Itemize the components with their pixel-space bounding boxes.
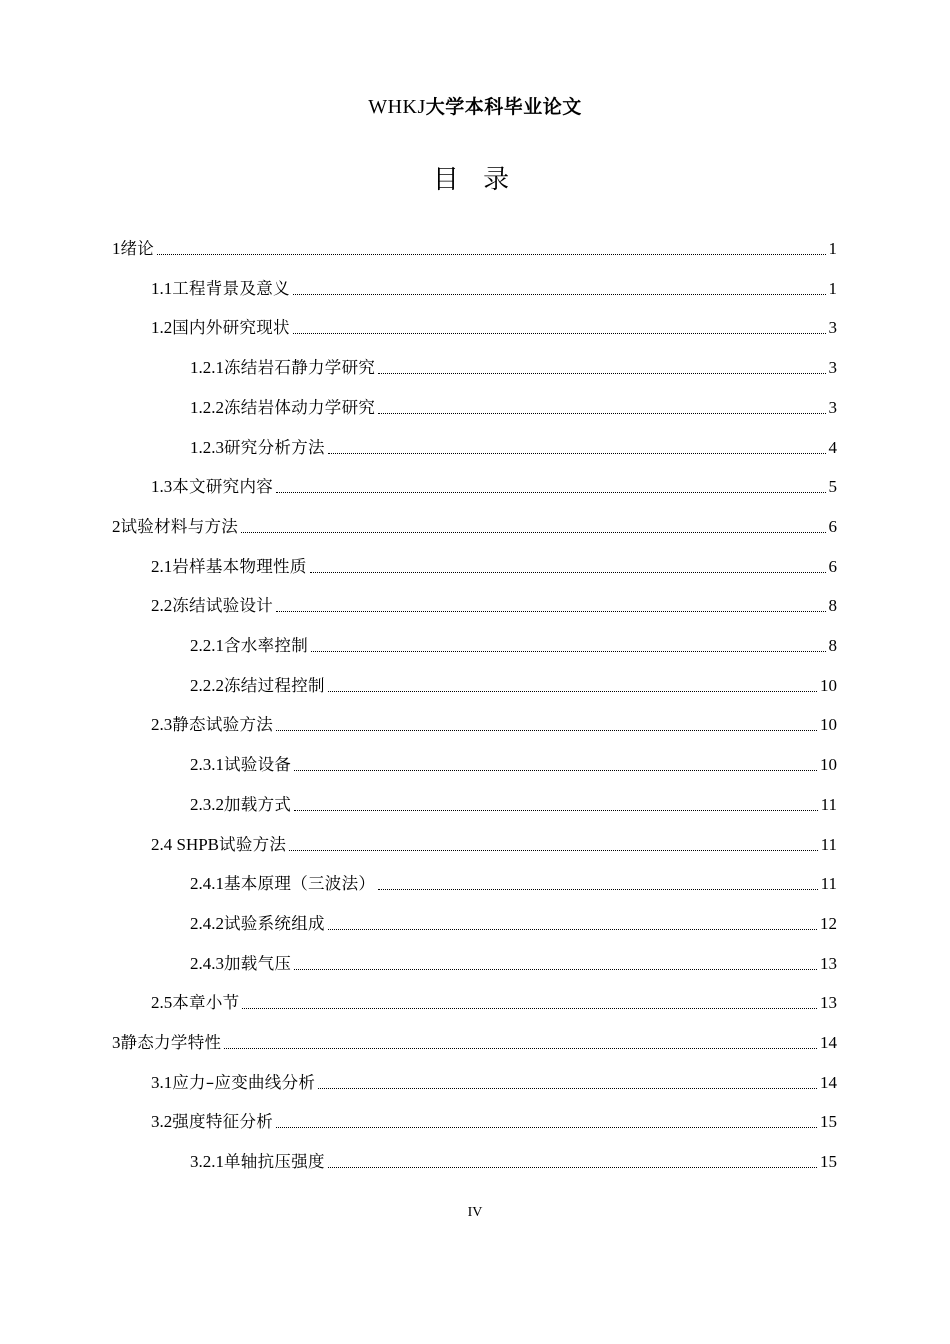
toc-entry-label: 试验设备 — [224, 755, 292, 775]
toc-entry[interactable] — [190, 949, 837, 975]
toc-entry-page: 3 — [828, 397, 837, 417]
toc-entry-page: 15 — [820, 1152, 837, 1172]
toc-entry-label: 国内外研究现状 — [172, 318, 290, 338]
toc-entry-number: 2.2 — [151, 596, 173, 616]
toc-dot-leader — [276, 1127, 817, 1128]
toc-entry-label: 应力–应变曲线分析 — [172, 1072, 316, 1092]
toc-entry-number: 2.4.2 — [190, 913, 224, 933]
toc-entry-page: 14 — [820, 1033, 837, 1052]
toc-dot-leader — [242, 1008, 817, 1009]
toc-entry-label: 工程背景及意义 — [172, 278, 290, 298]
toc-entry-label: 试验系统组成 — [224, 913, 325, 933]
toc-entry-label: 冻结岩石静力学研究 — [224, 358, 376, 378]
toc-entry[interactable] — [190, 433, 837, 459]
toc-entry-label: 单轴抗压强度 — [224, 1152, 325, 1172]
toc-entry-label: 本章小节 — [172, 993, 240, 1013]
page-number: IV — [467, 1205, 483, 1220]
toc-dot-leader — [311, 651, 826, 652]
toc-dot-leader — [294, 810, 817, 811]
toc-entry[interactable] — [151, 313, 837, 339]
toc-entry-label: 试验方法 — [219, 834, 287, 854]
toc-entry[interactable] — [190, 671, 837, 697]
toc-entry-label: 强度特征分析 — [172, 1112, 274, 1132]
toc-entry-number: 2 — [112, 516, 121, 536]
toc-entry-page: 1 — [828, 239, 837, 258]
toc-entry[interactable] — [151, 1107, 837, 1133]
toc-entry-label: 绪论 — [120, 239, 155, 258]
toc-entry-label: 含水率控制 — [224, 636, 308, 655]
toc-entry-page: 10 — [820, 715, 837, 735]
toc-dot-leader — [378, 373, 825, 374]
toc-entry-page: 11 — [820, 874, 837, 894]
toc-entry-number: 2.5 — [151, 993, 173, 1013]
toc-entry-page: 10 — [820, 675, 837, 695]
toc-entry-page: 5 — [828, 477, 837, 497]
toc-entry-page: 1 — [828, 278, 837, 298]
toc-dot-leader — [378, 889, 817, 890]
toc-dot-leader — [276, 730, 817, 731]
toc-entry[interactable] — [190, 1147, 837, 1173]
toc-dot-leader — [328, 453, 826, 454]
toc-entry-label: 岩样基本物理性质 — [172, 556, 307, 576]
toc-entry-number: 1.2.1 — [190, 358, 224, 378]
toc-entry-label: 本文研究内容 — [172, 477, 274, 497]
toc-entry[interactable] — [112, 234, 837, 260]
toc-entry-number: 3.2 — [151, 1112, 173, 1132]
toc-entry[interactable] — [151, 1068, 837, 1094]
toc-entry-label: 冻结过程控制 — [224, 675, 325, 695]
toc-dot-leader — [276, 611, 825, 612]
toc-entry-page: 12 — [820, 913, 837, 933]
toc-dot-leader — [328, 929, 817, 930]
toc-entry-number: 1 — [112, 239, 121, 258]
toc-entry-number: 2.3.2 — [190, 794, 224, 814]
toc-dot-leader — [276, 492, 825, 493]
toc-dot-leader — [224, 1048, 817, 1049]
toc-entry[interactable] — [151, 988, 837, 1014]
toc-entry-number: 1.3 — [151, 477, 173, 497]
toc-entry-page: 6 — [828, 516, 837, 536]
toc-entry[interactable] — [112, 512, 837, 538]
toc-entry-page: 11 — [820, 794, 837, 814]
toc-entry[interactable] — [190, 909, 837, 935]
toc-entry-label: 试验材料与方法 — [120, 516, 239, 536]
toc-entry[interactable] — [190, 750, 837, 776]
toc-dot-leader — [294, 770, 817, 771]
toc-entry[interactable] — [190, 353, 837, 379]
toc-entry-number: 2.2.1 — [190, 636, 224, 655]
toc-entry-page: 15 — [820, 1112, 837, 1132]
toc-entry[interactable] — [190, 869, 837, 895]
toc-entry[interactable] — [151, 591, 837, 617]
page-title: 目 录 — [432, 165, 518, 195]
toc-dot-leader — [289, 850, 817, 851]
toc-dot-leader — [294, 969, 817, 970]
toc-entry[interactable] — [151, 830, 837, 856]
toc-entry-number: 1.2.3 — [190, 437, 224, 457]
toc-entry-label: 基本原理（三波法） — [224, 874, 376, 894]
toc-dot-leader — [378, 413, 825, 414]
toc-entry-page: 8 — [828, 636, 837, 655]
toc-entry-number: 3 — [112, 1033, 121, 1052]
toc-entry-page: 13 — [820, 993, 837, 1013]
toc-entry-page: 3 — [828, 318, 837, 338]
toc-entry-number: 1.1 — [151, 278, 173, 298]
toc-entry-number: 2.1 — [151, 556, 173, 576]
toc-entry-number: 1.2 — [151, 318, 173, 338]
toc-dot-leader — [328, 1167, 817, 1168]
header-title: 大学本科毕业论文 — [425, 96, 582, 118]
header-latin: WHKJ — [368, 96, 426, 118]
toc-entry-number: 2.4.1 — [190, 874, 224, 894]
toc-entry-label: 加载气压 — [224, 953, 292, 973]
toc-entry-number: 3.1 — [151, 1072, 173, 1092]
toc-entry-label: 冻结试验设计 — [172, 596, 274, 616]
toc-dot-leader — [241, 532, 825, 533]
toc-entry-page: 3 — [828, 358, 837, 378]
toc-entry-label: 研究分析方法 — [224, 437, 325, 457]
toc-entry-page: 6 — [828, 556, 837, 576]
toc-entry[interactable] — [112, 1028, 837, 1054]
toc-entry[interactable] — [190, 631, 837, 657]
toc-entry-number: 2.3 — [151, 715, 173, 735]
toc-dot-leader — [293, 333, 826, 334]
toc-entry-label: 静态试验方法 — [172, 715, 274, 735]
toc-entry-page: 4 — [828, 437, 837, 457]
toc-entry[interactable] — [151, 472, 837, 498]
toc-dot-leader — [157, 254, 825, 255]
toc-entry-label: 静态力学特性 — [120, 1033, 222, 1052]
toc-entry[interactable] — [190, 393, 837, 419]
toc-entry-label: 加载方式 — [224, 794, 292, 814]
toc-entry[interactable] — [190, 790, 837, 816]
toc-entry-number: 2.4 SHPB — [151, 834, 220, 854]
toc-entry-page: 14 — [820, 1072, 837, 1092]
toc-entry-number: 2.3.1 — [190, 755, 224, 775]
toc-entry[interactable] — [151, 710, 837, 736]
toc-entry[interactable] — [151, 274, 837, 300]
toc-entry-number: 2.4.3 — [190, 953, 224, 973]
toc-entry-page: 10 — [820, 755, 837, 775]
toc-entry-number: 2.2.2 — [190, 675, 224, 695]
toc-entry-label: 冻结岩体动力学研究 — [224, 397, 376, 417]
toc-entry[interactable] — [151, 552, 837, 578]
toc-dot-leader — [310, 572, 826, 573]
toc-entry-page: 8 — [828, 596, 837, 616]
toc-entry-page: 11 — [820, 834, 837, 854]
toc-entry-number: 3.2.1 — [190, 1152, 224, 1172]
toc-dot-leader — [293, 294, 826, 295]
toc-entry-page: 13 — [820, 953, 837, 973]
toc-dot-leader — [318, 1088, 817, 1089]
toc-entry-number: 1.2.2 — [190, 397, 224, 417]
toc-dot-leader — [328, 691, 817, 692]
